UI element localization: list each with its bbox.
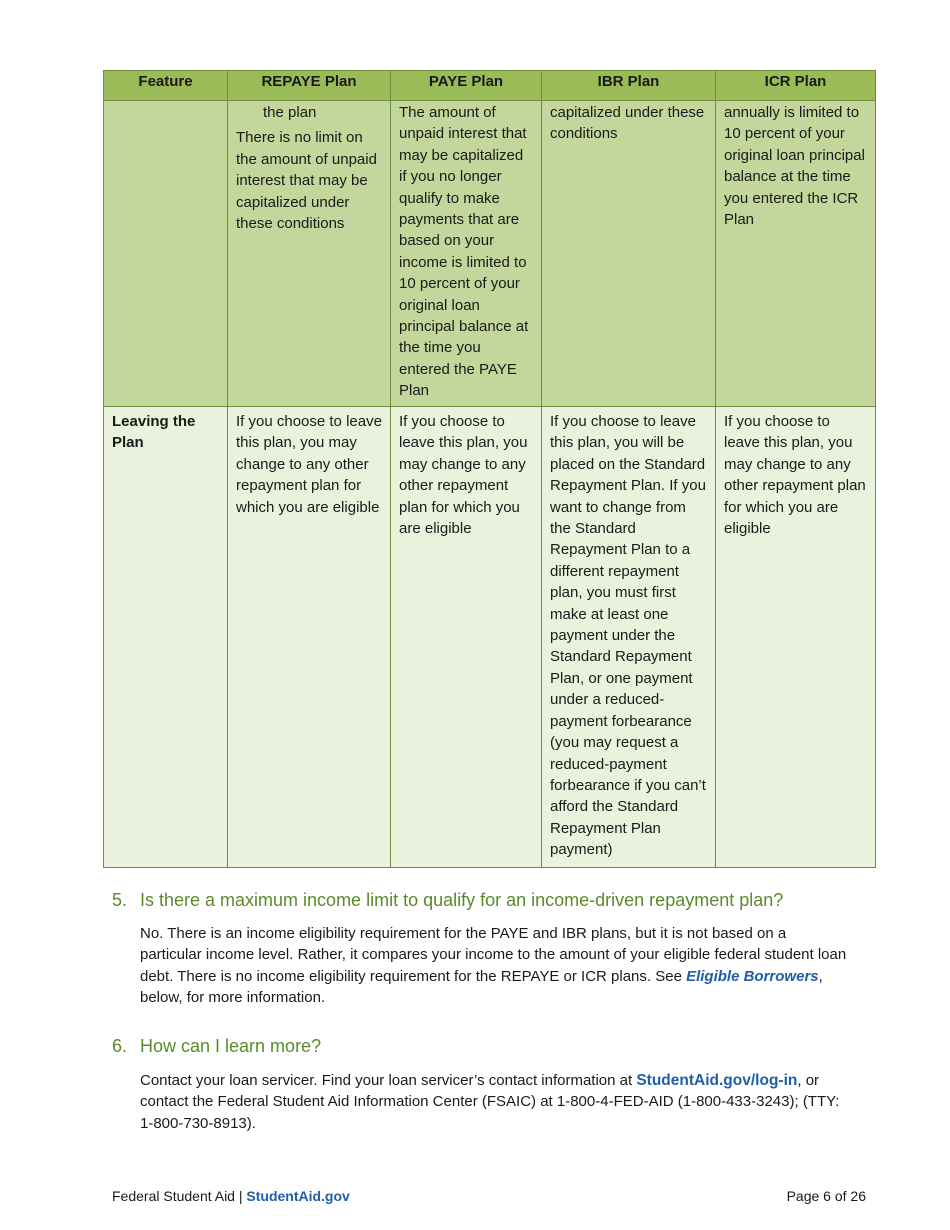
cell-repaye: [228, 101, 391, 407]
plan-comparison-table: [103, 70, 876, 868]
answer-5-text: No. There is an income eligibility requirement for the PAYE and IBR plans, but it is not based on a particular income level. Rather, it compares your income to the amount of your eligible federal student loan debt. There is no income eligibility requirement for the REPAYE or ICR plans. See: [140, 925, 847, 985]
question-6-heading: [112, 1036, 321, 1057]
cell-repaye-continued: the plan: [263, 104, 317, 121]
question-5-title: Is there a maximum income limit to qualify for an income-driven repayment plan?: [140, 890, 784, 910]
header-icr: ICR Plan: [716, 71, 876, 101]
header-feature: Feature: [104, 71, 228, 101]
table-header-row: [104, 71, 876, 101]
question-6-title: How can I learn more?: [140, 1036, 322, 1056]
question-5-answer: [140, 923, 850, 1009]
cell-paye: If you choose to leave this plan, you may change to any other repayment plan for which you are eligible: [391, 407, 542, 868]
footer-org: Federal Student Aid |: [112, 1188, 247, 1204]
studentaid-login-link[interactable]: StudentAid.gov/log-in: [636, 1072, 798, 1089]
table-row: [104, 101, 876, 407]
cell-ibr: capitalized under these conditions: [542, 101, 716, 407]
cell-ibr: If you choose to leave this plan, you will be placed on the Standard Repayment Plan. If you want to change from the Standard Repayment Plan to a different repayment plan, you must first make at least one payment under the Standard Repayment Plan, or one payment under a reduced-payment forbearance (you may request a reduced-payment forbearance if you can’t afford the Standard Repayment Plan payment): [542, 407, 716, 868]
cell-feature: [104, 101, 228, 407]
question-6-answer: [140, 1070, 850, 1134]
cell-feature: Leaving the Plan: [104, 407, 228, 868]
question-5-number: 5.: [112, 890, 128, 910]
cell-icr: If you choose to leave this plan, you may change to any other repayment plan for which you are eligible: [716, 407, 876, 868]
answer-6-after: , or contact the Federal Student Aid Information Center (FSAIC) at 1-800-4-FED-AID (1-800-433-3243); (TTY: 1-800-730-8913).: [140, 1072, 840, 1132]
cell-icr: annually is limited to 10 percent of your original loan principal balance at the time you entered the ICR Plan: [716, 101, 876, 407]
cell-repaye: If you choose to leave this plan, you may change to any other repayment plan for which you are eligible: [228, 407, 391, 868]
eligible-borrowers-link[interactable]: Eligible Borrowers: [686, 967, 819, 985]
footer-studentaid-link[interactable]: StudentAid.gov: [246, 1188, 350, 1204]
footer-left: [112, 1188, 350, 1204]
table-row: [104, 407, 876, 868]
answer-6-text: Contact your loan servicer. Find your loan servicer’s contact information at: [140, 1072, 637, 1089]
page-number: Page 6 of 26: [786, 1188, 866, 1204]
question-5-heading: [112, 890, 783, 911]
header-repaye: REPAYE Plan: [228, 71, 391, 101]
cell-paye: The amount of unpaid interest that may be capitalized if you no longer qualify to make payments that are based on your income is limited to 10 percent of your original loan principal balance at the time you entered the PAYE Plan: [391, 101, 542, 407]
question-6-number: 6.: [112, 1036, 128, 1056]
header-paye: PAYE Plan: [391, 71, 542, 101]
cell-repaye-text: There is no limit on the amount of unpaid interest that may be capitalized under these conditions: [236, 129, 377, 233]
header-ibr: IBR Plan: [542, 71, 716, 101]
answer-5-after: , below, for more information.: [140, 967, 823, 1007]
